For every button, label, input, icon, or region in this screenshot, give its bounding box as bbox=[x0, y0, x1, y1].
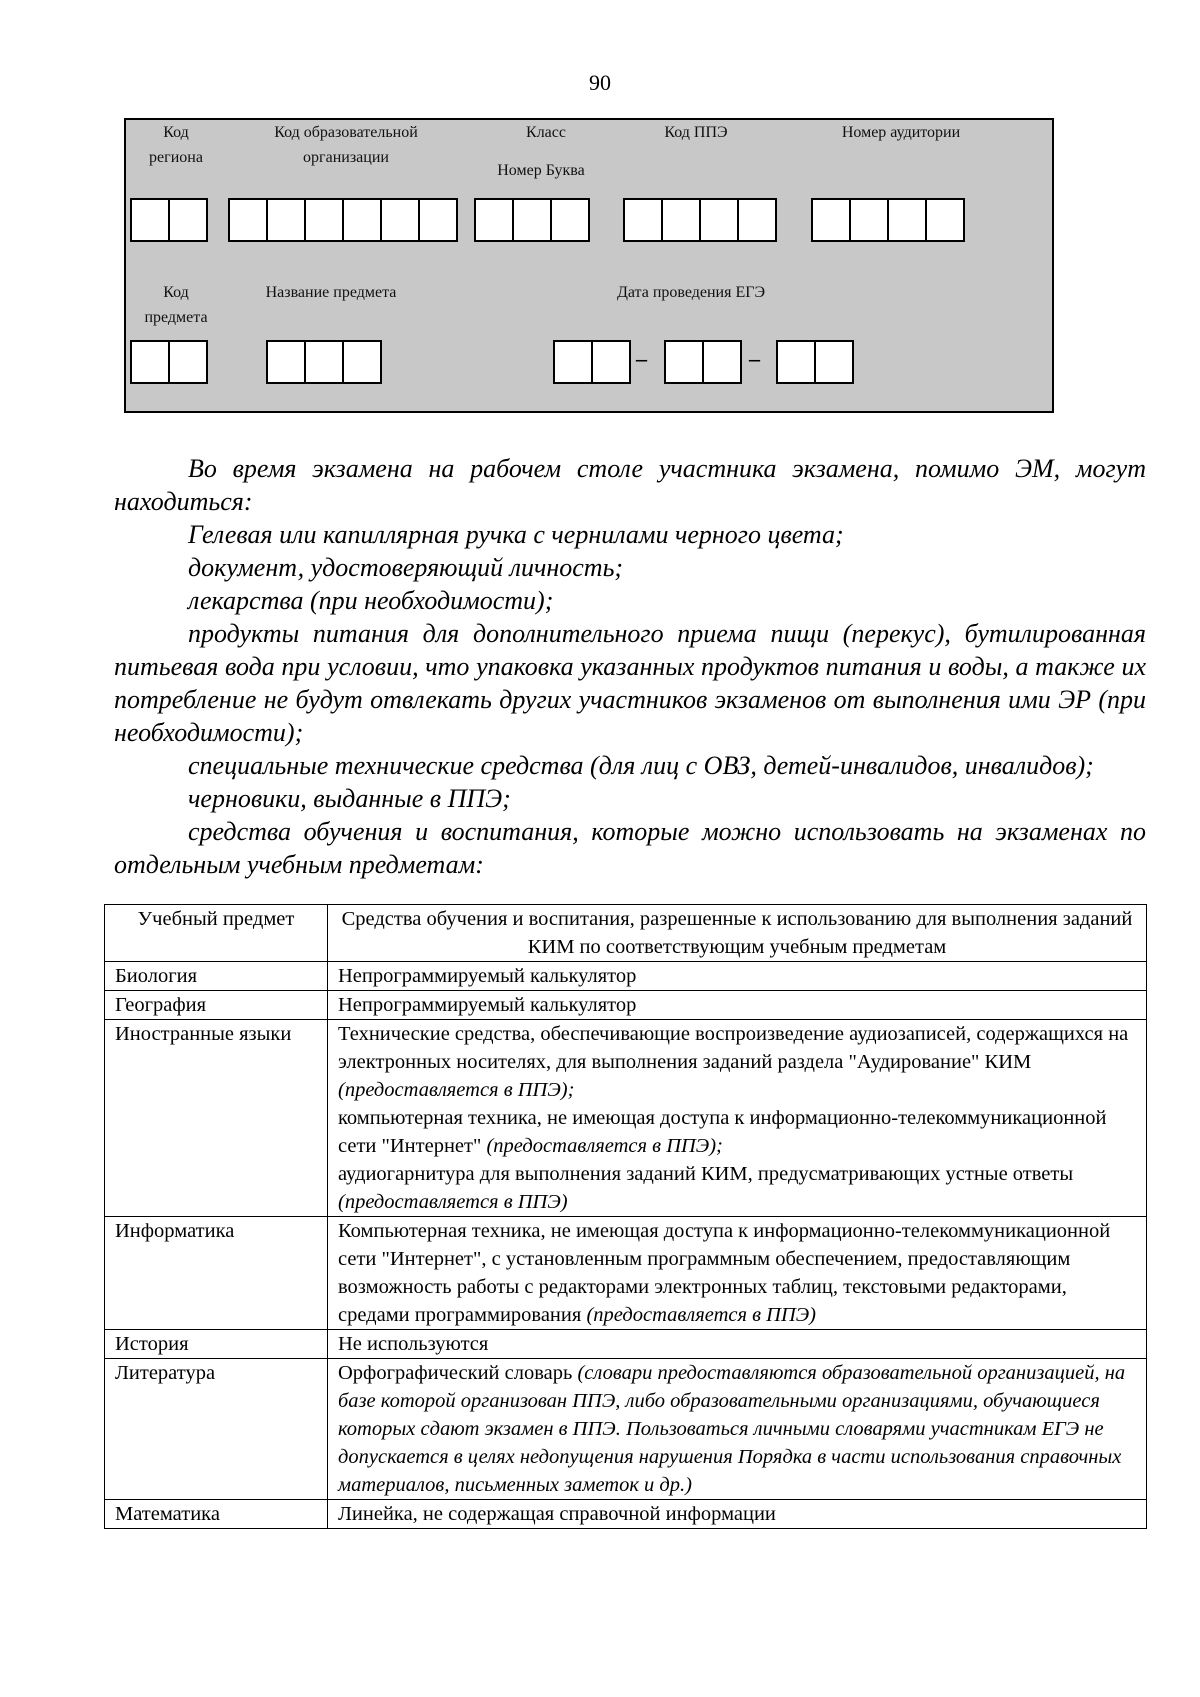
note: (словари предоставляются образовательной организацией, на базе которой организован ППЭ, либо образовательными организациями, обучающиеся которых сдают экзамен в ППЭ. Пользоваться личными словарями участникам ЕГЭ не допускается в целях недопущения нарушения Порядка в части использования справочных материалов, письменных заметок и др.) bbox=[338, 1362, 1126, 1496]
means-cell: Технические средства, обеспечивающие воспроизведение аудиозаписей, содержащихся на электронных носителях, для выполнения заданий раздела "Аудирование" КИМ (предоставляется в ППЭ); компьютерная техника, не имеющая доступа к информационно-телекоммуникационной сети "Интернет" (предоставляется в ППЭ); аудиогарнитура для выполнения заданий КИМ, предусматривающих устные ответы (предоставляется в ППЭ) bbox=[328, 1020, 1147, 1217]
page-number: 90 bbox=[589, 70, 611, 95]
intro-lead: Во время экзамена на рабочем столе участника экзамена, помимо ЭМ, могут находиться: bbox=[114, 454, 1146, 516]
label-class-sub: Номер Буква bbox=[497, 162, 585, 179]
date-day-boxes[interactable] bbox=[553, 340, 631, 384]
label-org-code: Код образовательной организации bbox=[274, 124, 418, 166]
note: (предоставляется в ППЭ) bbox=[586, 1304, 817, 1326]
note: (предоставляется в ППЭ); bbox=[486, 1135, 723, 1157]
means-cell: Непрограммируемый калькулятор bbox=[328, 991, 1147, 1020]
subject-name-boxes[interactable] bbox=[266, 340, 382, 384]
table-row bbox=[105, 1217, 1147, 1330]
allowed-items-text bbox=[114, 452, 1146, 881]
subject-cell: Литература bbox=[105, 1359, 328, 1500]
table-row bbox=[105, 962, 1147, 991]
label-region-code: Код региона bbox=[149, 124, 203, 166]
list-item: лекарства (при необходимости); bbox=[188, 586, 554, 615]
means-cell: Не используются bbox=[328, 1330, 1147, 1359]
table-row bbox=[105, 1359, 1147, 1500]
header-means: Средства обучения и воспитания, разрешенные к использованию для выполнения заданий КИМ по соответствующим учебным предметам bbox=[328, 905, 1147, 962]
label-ppe-code: Код ППЭ bbox=[664, 124, 728, 141]
table-row bbox=[105, 991, 1147, 1020]
means-cell: Линейка, не содержащая справочной информации bbox=[328, 1500, 1147, 1529]
label-exam-date: Дата проведения ЕГЭ bbox=[616, 284, 766, 301]
registration-form bbox=[124, 118, 1054, 413]
subject-cell: Иностранные языки bbox=[105, 1020, 328, 1217]
means-cell: Орфографический словарь (словари предоставляются образовательной организацией, на базе которой организован ППЭ, либо образовательными организациями, обучающиеся которых сдают экзамен в ППЭ. Пользоваться личными словарями участникам ЕГЭ не допускается в целях недопущения нарушения Порядка в части использования справочных материалов, письменных заметок и др.) bbox=[328, 1359, 1147, 1500]
note: (предоставляется в ППЭ) bbox=[338, 1191, 568, 1213]
subject-cell: Биология bbox=[105, 962, 328, 991]
subjects-table bbox=[104, 904, 1147, 1529]
date-month-boxes[interactable] bbox=[664, 340, 742, 384]
header-subject: Учебный предмет bbox=[105, 905, 328, 962]
subject-cell: География bbox=[105, 991, 328, 1020]
label-class: Класс bbox=[526, 124, 566, 141]
list-item: черновики, выданные в ППЭ; bbox=[188, 784, 511, 813]
table-row bbox=[105, 1020, 1147, 1217]
subject-cell: История bbox=[105, 1330, 328, 1359]
list-item: документ, удостоверяющий личность; bbox=[188, 553, 624, 582]
label-subject-name: Название предмета bbox=[265, 284, 397, 301]
table-row bbox=[105, 1500, 1147, 1529]
note: (предоставляется в ППЭ); bbox=[338, 1079, 575, 1101]
label-subject-code: Код предмета bbox=[144, 284, 208, 326]
means-cell: Компьютерная техника, не имеющая доступа к информационно-телекоммуникационной сети "Интернет", с установленным программным обеспечением, предоставляющим возможность работы с редакторами электронных таблиц, текстовыми редакторами, средами программирования (предоставляется в ППЭ) bbox=[328, 1217, 1147, 1330]
table-header-row bbox=[105, 905, 1147, 962]
table-row bbox=[105, 1330, 1147, 1359]
list-item: специальные технические средства (для лиц с ОВЗ, детей-инвалидов, инвалидов); bbox=[188, 751, 1094, 780]
list-item: Гелевая или капиллярная ручка с чернилами черного цвета; bbox=[188, 520, 844, 549]
means-cell: Непрограммируемый калькулятор bbox=[328, 962, 1147, 991]
class-boxes[interactable] bbox=[474, 198, 590, 242]
region-code-boxes[interactable] bbox=[130, 198, 208, 242]
label-room-number: Номер аудитории bbox=[841, 124, 961, 141]
org-code-boxes[interactable] bbox=[228, 198, 458, 242]
date-separator: – bbox=[636, 346, 647, 371]
list-item: продукты питания для дополнительного приема пищи (перекус), бутилированная питьевая вода при условии, что упаковка указанных продуктов питания и воды, а также их потребление не будут отвлекать других участников экзаменов от выполнения ими ЭР (при необходимости); bbox=[114, 619, 1146, 747]
subject-code-boxes[interactable] bbox=[130, 340, 208, 384]
subject-cell: Математика bbox=[105, 1500, 328, 1529]
room-number-boxes[interactable] bbox=[811, 198, 965, 242]
date-year-boxes[interactable] bbox=[776, 340, 854, 384]
ppe-code-boxes[interactable] bbox=[623, 198, 777, 242]
subject-cell: Информатика bbox=[105, 1217, 328, 1330]
list-item: средства обучения и воспитания, которые можно использовать на экзаменах по отдельным учебным предметам: bbox=[114, 817, 1146, 879]
date-separator: – bbox=[749, 346, 760, 371]
